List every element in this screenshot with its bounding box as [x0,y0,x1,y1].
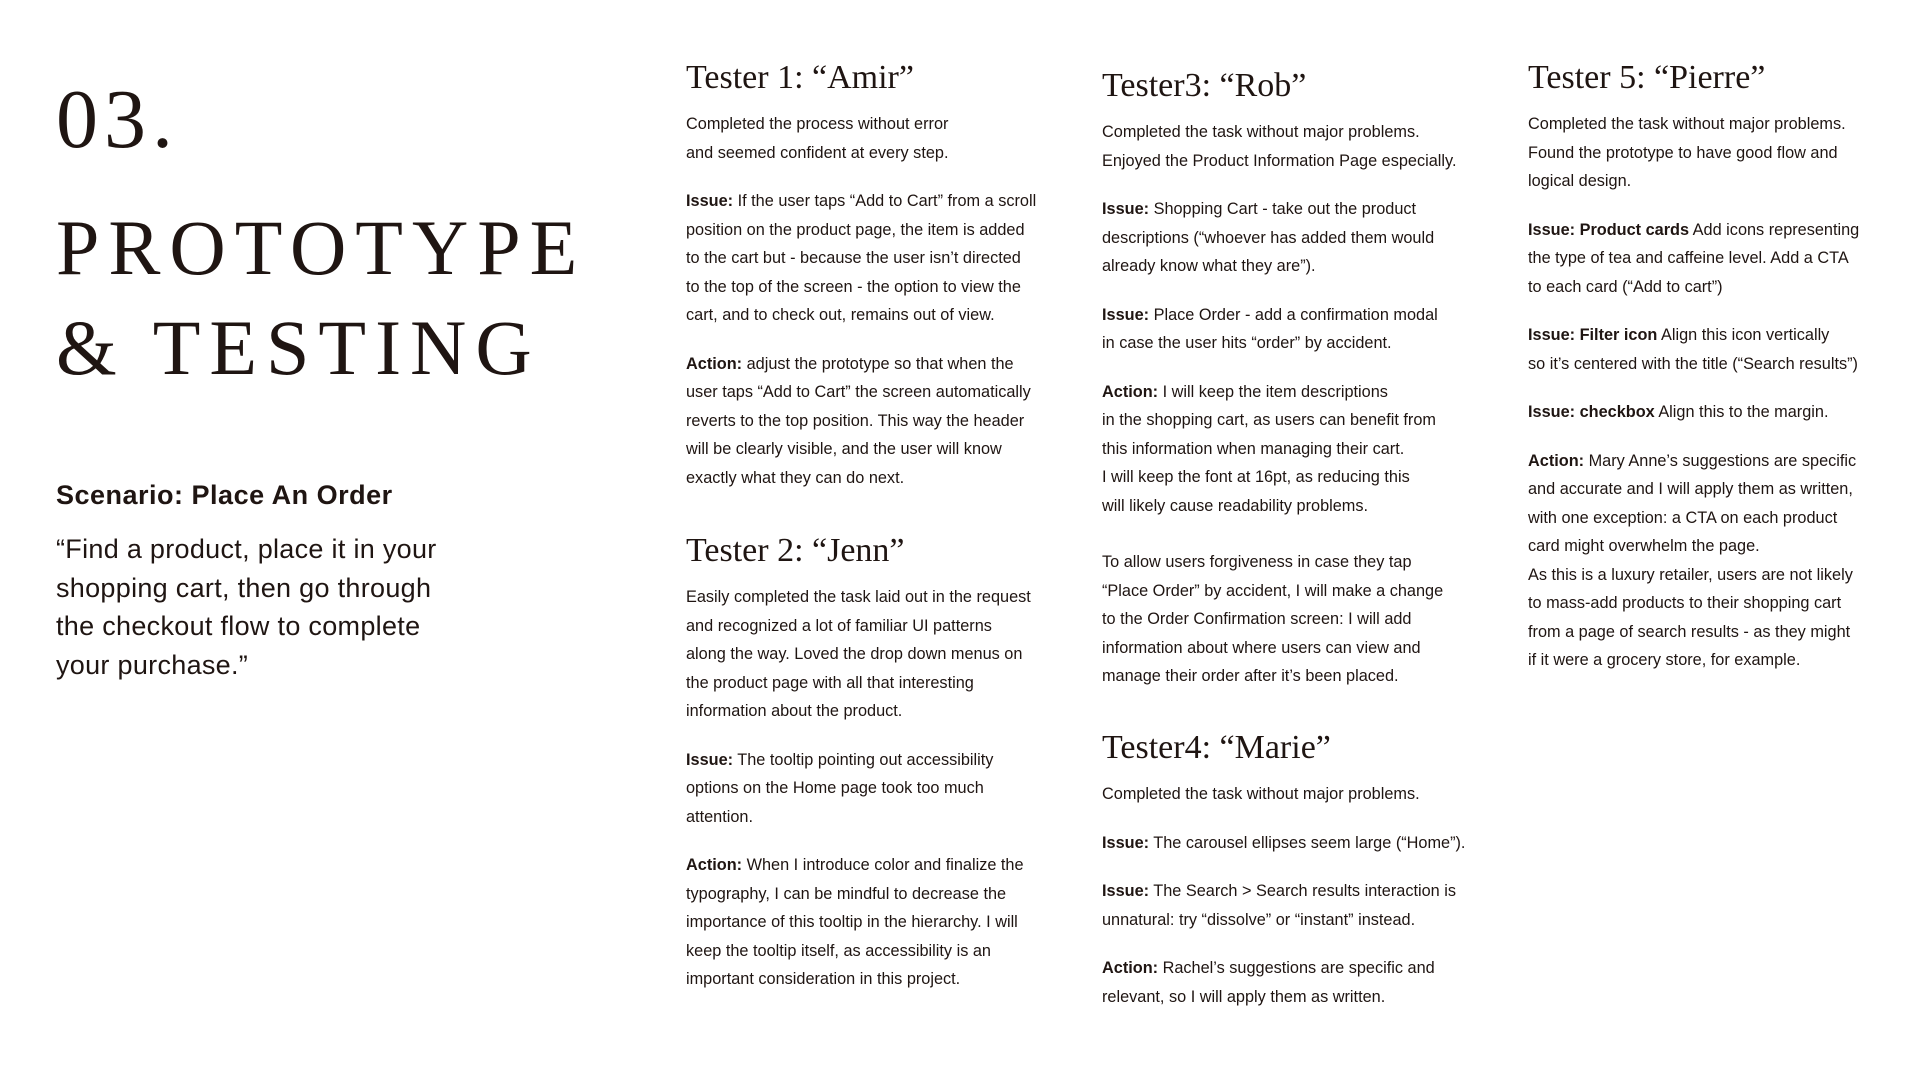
tester-4-block [1102,728,1522,1011]
issue-label: Issue: [1102,833,1150,852]
issue-label: Issue: [1102,882,1150,900]
section-number: 03. [56,73,179,166]
tester-2-summary: Easily completed the task laid out in the request and recognized a lot of familiar UI patterns along the way. Loved the drop down menus on the product page with all that interesting information about the product. [686,588,1031,720]
action-label: Action: [1102,959,1159,977]
tester-4-issue-2 [1102,877,1522,934]
issue-label: Issue: checkbox [1528,403,1655,421]
action-label: Action: [1102,382,1159,401]
action-label: Action: [1528,451,1585,470]
tester-3-issue-1 [1102,195,1522,281]
tester-4-issue-1 [1102,829,1522,858]
tester-3-action [1102,378,1522,521]
title-line-1: PROTOTYPE [56,204,587,291]
tester-4-summary: Completed the task without major problems. [1102,785,1420,803]
issue-label: Issue: Product cards [1528,220,1690,239]
tester-5-issue-2 [1528,321,1918,378]
tester-2-action [686,851,1106,994]
issue-text: Shopping Cart - take out the product descriptions (“whoever has added them would already know what they are”). [1102,200,1435,275]
tester-1-summary: Completed the process without error and seemed confident at every step. [686,115,949,162]
tester-5-issue-1 [1528,216,1918,302]
action-text: I will keep the item descriptions in the shopping cart, as users can benefit from this information when managing their cart. I will keep the font at 16pt, as reducing this will likely cause readability problems. [1102,382,1436,515]
tester-2-block [686,531,1106,994]
tester-1-action [686,350,1106,493]
tester-5-summary: Completed the task without major problems. Found the prototype to have good flow and logical design. [1528,115,1846,190]
tester-3-summary: Completed the task without major problems. Enjoyed the Product Information Page especially. [1102,123,1457,170]
tester-3-extra: To allow users forgiveness in case they tap “Place Order” by accident, I will make a change to the Order Confirmation screen: I will add information about where users can view and manage their order after it’s been placed. [1102,553,1444,685]
issue-text: The carousel ellipses seem large (“Home”). [1149,833,1466,852]
tester-3-name: Tester3: “Rob” [1102,67,1307,104]
scenario-heading: Scenario: Place An Order [56,480,393,510]
tester-3-issue-2 [1102,301,1522,358]
action-text: Mary Anne’s suggestions are specific and accurate and I will apply them as written, with one exception: a CTA on each product card might overwhelm the page. As this is a luxury retailer, users are not likely to mass-add products to their shopping cart from a page of search results - as they might if it were a grocery store, for example. [1528,451,1857,669]
action-text: Rachel’s suggestions are specific and relevant, so I will apply them as written. [1102,959,1435,1006]
tester-5-issue-3 [1528,398,1918,427]
action-text: When I introduce color and finalize the typography, I can be mindful to decrease the importance of this tooltip in the hierarchy. I will keep the tooltip itself, as accessibility is an important consideration in this project. [686,856,1024,988]
tester-1-block [686,58,1106,492]
tester-2-name: Tester 2: “Jenn” [686,532,905,569]
tester-1-issue [686,187,1106,330]
issue-text: The Search > Search results interaction is unnatural: try “dissolve” or “instant” instead. [1102,882,1456,929]
tester-2-issue [686,746,1106,832]
tester-3-block [1102,66,1522,691]
scenario-quote: “Find a product, place it in your shopping cart, then go through the checkout flow to complete your purchase.” [56,534,437,680]
tester-1-name: Tester 1: “Amir” [686,59,914,96]
issue-text: If the user taps “Add to Cart” from a scroll position on the product page, the item is added to the cart but - because the user isn’t directed to the top of the screen - the option to view the cart, and to check out, remains out of view. [686,192,1037,324]
action-text: adjust the prototype so that when the user taps “Add to Cart” the screen automatically reverts to the top position. This way the header will be clearly visible, and the user will know exactly what they can do next. [686,354,1031,487]
action-label: Action: [686,354,743,373]
tester-4-name: Tester4: “Marie” [1102,729,1331,766]
title-line-2: & TESTING [56,304,541,391]
issue-label: Issue: [686,750,734,769]
issue-label: Issue: [1102,305,1150,324]
issue-text: The tooltip pointing out accessibility options on the Home page took too much attention. [686,750,994,826]
issue-text: Align this icon vertically so it’s centered with the title (“Search results”) [1528,326,1858,373]
issue-label: Issue: Filter icon [1528,326,1658,344]
issue-text: Place Order - add a confirmation modal in case the user hits “order” by accident. [1102,305,1438,352]
tester-5-block [1528,58,1918,675]
issue-text: Add icons representing the type of tea and caffeine level. Add a CTA to each card (“Add to cart”) [1528,220,1860,296]
action-label: Action: [686,856,743,874]
tester-5-name: Tester 5: “Pierre” [1528,59,1766,96]
issue-text: Align this to the margin. [1654,403,1829,421]
page-title [56,198,586,398]
issue-label: Issue: [686,192,734,210]
tester-4-action [1102,954,1522,1011]
issue-label: Issue: [1102,200,1150,218]
tester-5-action [1528,447,1918,675]
